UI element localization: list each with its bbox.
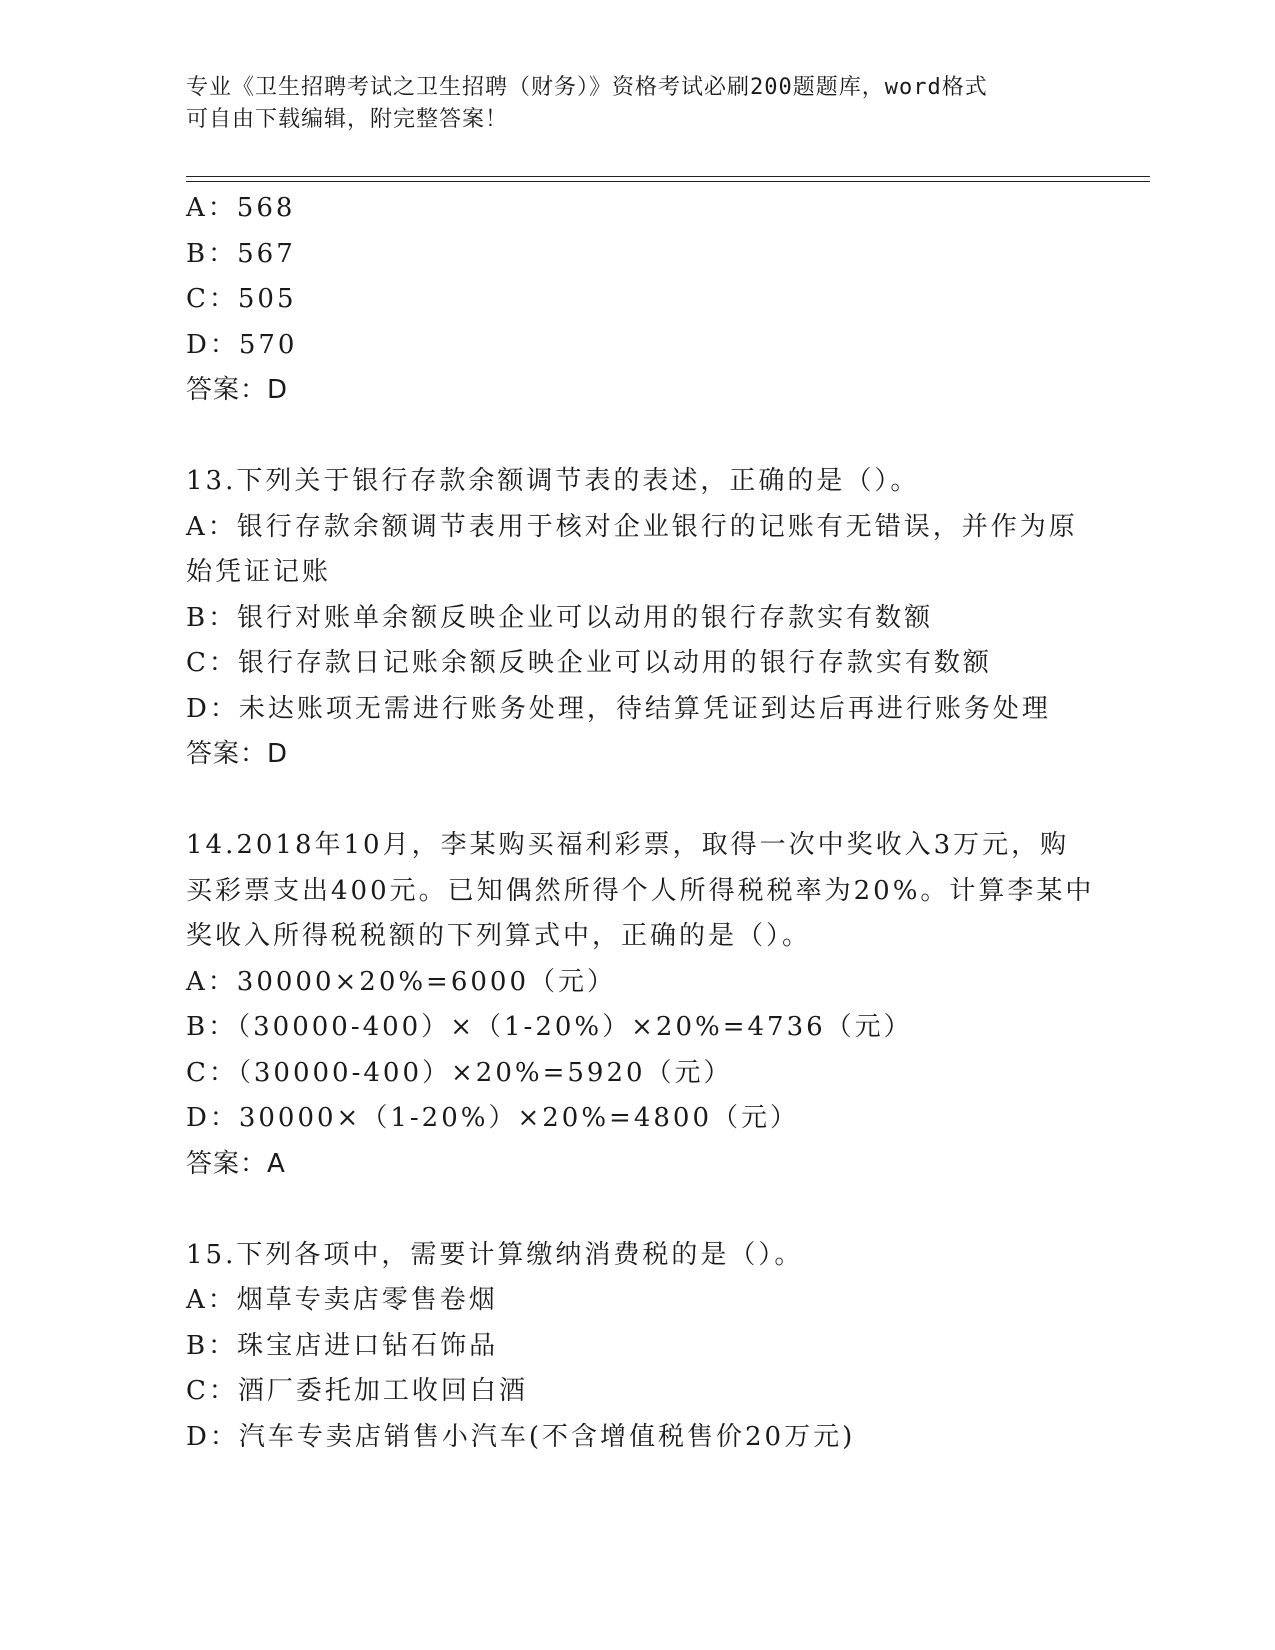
q14-stem-line-3: 奖收入所得税税额的下列算式中，正确的是（）。 bbox=[186, 921, 812, 951]
document-body bbox=[186, 186, 1095, 1460]
spacer bbox=[186, 414, 1086, 460]
q12-option-b: B：567 bbox=[186, 238, 296, 269]
q14-option-c: C：（30000-400）×20%=5920（元） bbox=[186, 1057, 733, 1088]
q12-answer: 答案：D bbox=[186, 375, 289, 405]
spacer bbox=[186, 778, 1086, 824]
q13-option-a-cont: 始凭证记账 bbox=[186, 557, 332, 587]
question-14-block bbox=[186, 823, 1095, 1187]
q14-option-a: A：30000×20%=6000（元） bbox=[186, 966, 617, 997]
spacer bbox=[186, 1187, 1086, 1233]
q15-option-c: C：酒厂委托加工收回白酒 bbox=[186, 1376, 528, 1406]
q12-option-d: D：570 bbox=[186, 329, 298, 360]
q15-option-d: D：汽车专卖店销售小汽车(不含增值税售价20万元) bbox=[186, 1421, 856, 1452]
q12-option-a: A：568 bbox=[186, 193, 296, 223]
q15-option-a: A：烟草专卖店零售卷烟 bbox=[186, 1285, 498, 1315]
q15-stem: 15.下列各项中，需要计算缴纳消费税的是（）。 bbox=[186, 1239, 804, 1270]
q13-stem: 13.下列关于银行存款余额调节表的表述，正确的是（）。 bbox=[186, 466, 920, 496]
header-divider-top bbox=[186, 176, 1150, 177]
q14-answer: 答案：A bbox=[186, 1148, 286, 1179]
q15-option-b: B：珠宝店进口钻石饰品 bbox=[186, 1330, 499, 1361]
q13-option-c: C：银行存款日记账余额反映企业可以动用的银行存款实有数额 bbox=[186, 648, 992, 678]
q12-option-c: C：505 bbox=[186, 284, 297, 314]
question-15-block bbox=[186, 1233, 1086, 1461]
header-title-line-1: 专业《卫生招聘考试之卫生招聘（财务）》资格考试必刷200题题库，word格式 bbox=[186, 75, 988, 100]
header-title-line-2: 可自由下载编辑，附完整答案！ bbox=[186, 107, 509, 132]
question-12-block bbox=[186, 186, 1086, 414]
q14-stem-line-2: 买彩票支出400元。已知偶然所得个人所得税税率为20%。计算李某中 bbox=[186, 875, 1095, 906]
q13-option-b: B：银行对账单余额反映企业可以动用的银行存款实有数额 bbox=[186, 602, 934, 633]
q14-stem-line-1: 14.2018年10月，李某购买福利彩票，取得一次中奖收入3万元，购 bbox=[186, 830, 1070, 860]
q14-option-b: B：（30000-400）×（1-20%）×20%=4736（元） bbox=[186, 1012, 913, 1042]
document-header bbox=[186, 72, 1086, 136]
q13-answer: 答案：D bbox=[186, 739, 289, 769]
q13-option-a: A：银行存款余额调节表用于核对企业银行的记账有无错误，并作为原 bbox=[186, 511, 1078, 542]
question-13-block bbox=[186, 459, 1086, 778]
q14-option-d: D：30000×（1-20%）×20%=4800（元） bbox=[186, 1103, 799, 1133]
header-divider-bottom bbox=[186, 181, 1150, 182]
q13-option-d: D：未达账项无需进行账务处理，待结算凭证到达后再进行账务处理 bbox=[186, 693, 1051, 724]
